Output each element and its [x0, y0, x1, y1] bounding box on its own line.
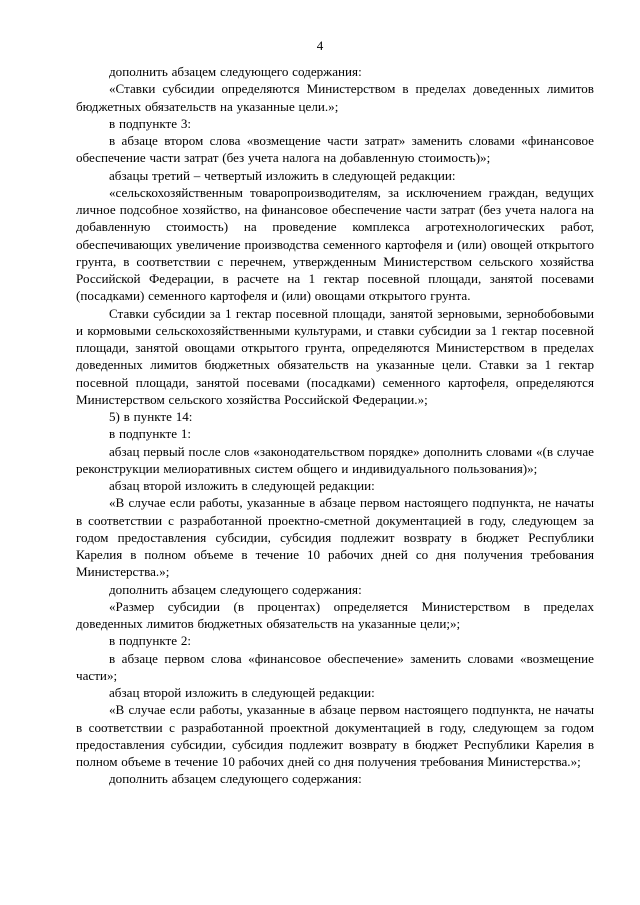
paragraph: абзацы третий – четвертый изложить в следующей редакции: [109, 167, 456, 183]
paragraph: дополнить абзацем следующего содержания: [109, 64, 362, 79]
paragraph: «сельскохозяйственным товаропроизводителям, за исключением граждан, ведущих личное подсобное хозяйство, на финансовое обеспечение части затрат (без учета налога на добавленную стоимость) на проведение комплекса агротехнологических работ, обеспечивающих увеличение производства семенного картофеля и (или) овощей открытого грунта, в соответствии с перечнем, утвержденным Министерством сельского хозяйства Российской Федерации, в расчете на 1 гектар посевной площади, занятой посевами (посадками) семенного картофеля и (или) овощами открытого грунта. [76, 184, 594, 304]
paragraph: «Размер субсидии (в процентах) определяется Министерством в пределах доведенных лимитов бюджетных обязательств на указанные цели;»; [76, 598, 594, 631]
paragraph: дополнить абзацем следующего содержания: [109, 771, 362, 787]
paragraph: абзац второй изложить в следующей редакции: [109, 478, 375, 493]
paragraph: «Ставки субсидии определяются Министерством в пределах доведенных лимитов бюджетных обязательств на указанные цели.»; [76, 81, 594, 114]
paragraph: Ставки субсидии за 1 гектар посевной площади, занятой зерновыми, зернобобовыми и кормовыми сельскохозяйственными культурами, и ставки субсидии за 1 гектар посевной площади, занятой овощами открытого грунта, определяются Министерством в пределах доведенных лимитов бюджетных обязательств на указанные цели. Ставки за 1 гектар посевной площади, занятой посевами (посадками) семенного картофеля, определяются Министерством сельского хозяйства Российской Федерации.»; [76, 305, 594, 407]
document-body [76, 63, 594, 788]
paragraph: в подпункте 3: [109, 115, 192, 131]
page-number: 4 [316, 38, 324, 53]
paragraph: абзац второй изложить в следующей редакции: [109, 685, 375, 700]
paragraph: 5) в пункте 14: [109, 409, 193, 424]
paragraph: в подпункте 1: [109, 426, 192, 442]
paragraph: «В случае если работы, указанные в абзаце первом настоящего подпункта, не начаты в соответствии с разработанной проектно-сметной документацией в году, следующем за годом предоставления субсидии, субсидия подлежит возврату в бюджет Республики Карелия в полном объеме в течение 10 рабочих дней со дня получения требования Министерства.»; [76, 495, 594, 580]
paragraph: дополнить абзацем следующего содержания: [109, 581, 362, 597]
paragraph: в подпункте 2: [109, 633, 192, 649]
paragraph: абзац первый после слов «законодательством порядке» дополнить словами «(в случае реконструкции мелиоративных систем общего и индивидуального пользования)»; [76, 443, 594, 476]
paragraph: «В случае если работы, указанные в абзаце первом настоящего подпункта, не начаты в соответствии с разработанной проектной документацией в году, следующем за годом предоставления субсидии, субсидия подлежит возврату в бюджет Республики Карелия в полном объеме в течение 10 рабочих дней со дня получения требования Министерства.»; [76, 702, 594, 769]
paragraph: в абзаце первом слова «финансовое обеспечение» заменить словами «возмещение части»; [76, 650, 594, 683]
paragraph: в абзаце втором слова «возмещение части затрат» заменить словами «финансовое обеспечение части затрат (без учета налога на добавленную стоимость)»; [76, 133, 594, 166]
